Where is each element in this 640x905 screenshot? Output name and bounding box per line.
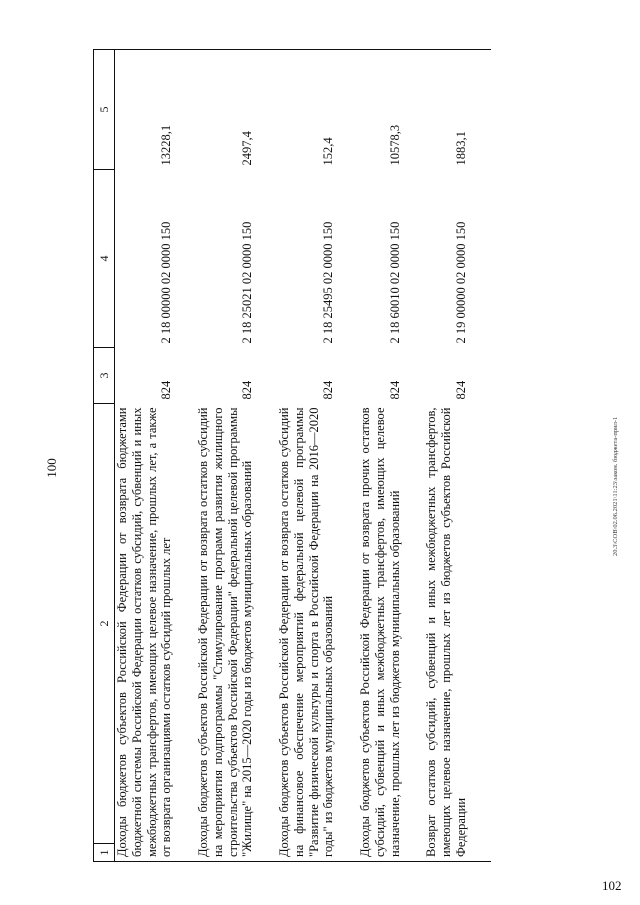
- amount-value: 152,4: [277, 50, 358, 170]
- page-number: 102: [602, 878, 622, 893]
- admin-code: 824: [453, 380, 468, 400]
- page-number-rotated: 100: [43, 458, 59, 478]
- row-description: Доходы бюджетов субъектов Российской Федерации от возврата прочих остатков субсидий, субвенций и иных межбюджетных трансфертов, имеющих целевое назначение, прошлых лет из бюджетов муниципальных образований: [358, 404, 424, 862]
- table-row: [277, 50, 358, 862]
- admin-code: 824: [159, 380, 174, 400]
- amount-value: 10578,3: [358, 50, 424, 170]
- row-description: Доходы бюджетов субъектов Российской Федерации от возврата бюджетами бюджетной системы Российской Федерации остатков субсидий, субвенций и иных межбюджетных трансфертов, имеющих целевое назначение, прошлых лет, а также от возврата организациями остатков субсидий прошлых лет: [115, 404, 197, 862]
- column-header: 1: [94, 844, 115, 862]
- amount-value: 1883,1: [424, 50, 490, 170]
- column-header: 4: [94, 170, 115, 348]
- table-row: [196, 50, 277, 862]
- budget-table: [93, 49, 491, 862]
- kbk-code: 2 18 00000 02 0000 150: [159, 221, 174, 344]
- admin-code: 824: [321, 380, 336, 400]
- row-description: Доходы бюджетов субъектов Российской Федерации от возврата остатков субсидий на мероприятия подпрограммы "Стимулирование программ развития жилищного строительства субъектов Российской Федерации" федеральной целевой программы "Жилище" на 2015—2020 годы из бюджетов муниципальных образований: [196, 404, 277, 862]
- admin-code: 824: [240, 380, 255, 400]
- file-stamp: 20.3\СОВ\02.06.2021\11:23\закон. бюджета-прил-1: [612, 416, 619, 556]
- row-description: Возврат остатков субсидий, субвенций и иных межбюджетных трансфертов, имеющих целевое назначение, прошлых лет из бюджетов субъектов Российской Федерации: [424, 404, 490, 862]
- rotated-table-container: [93, 50, 573, 862]
- kbk-code: 2 18 60010 02 0000 150: [387, 221, 402, 344]
- kbk-code: 2 18 25021 02 0000 150: [240, 221, 255, 344]
- column-header: 2: [94, 404, 115, 844]
- column-header: 5: [94, 50, 115, 170]
- table-row: [358, 50, 424, 862]
- kbk-code: 2 18 25495 02 0000 150: [321, 221, 336, 344]
- admin-code: 824: [387, 380, 402, 400]
- table-row: [115, 50, 197, 862]
- amount-value: 2497,4: [196, 50, 277, 170]
- kbk-code: 2 19 00000 02 0000 150: [453, 221, 468, 344]
- table-header-row: [94, 50, 115, 862]
- column-header: 3: [94, 348, 115, 404]
- amount-value: 13228,1: [115, 50, 197, 170]
- row-description: Доходы бюджетов субъектов Российской Федерации от возврата остатков субсидий на финансовое обеспечение мероприятий федеральной целевой программы "Развитие физической культуры и спорта в Российской Федерации на 2016—2020 годы" из бюджетов муниципальных образований: [277, 404, 358, 862]
- table-row: [424, 50, 490, 862]
